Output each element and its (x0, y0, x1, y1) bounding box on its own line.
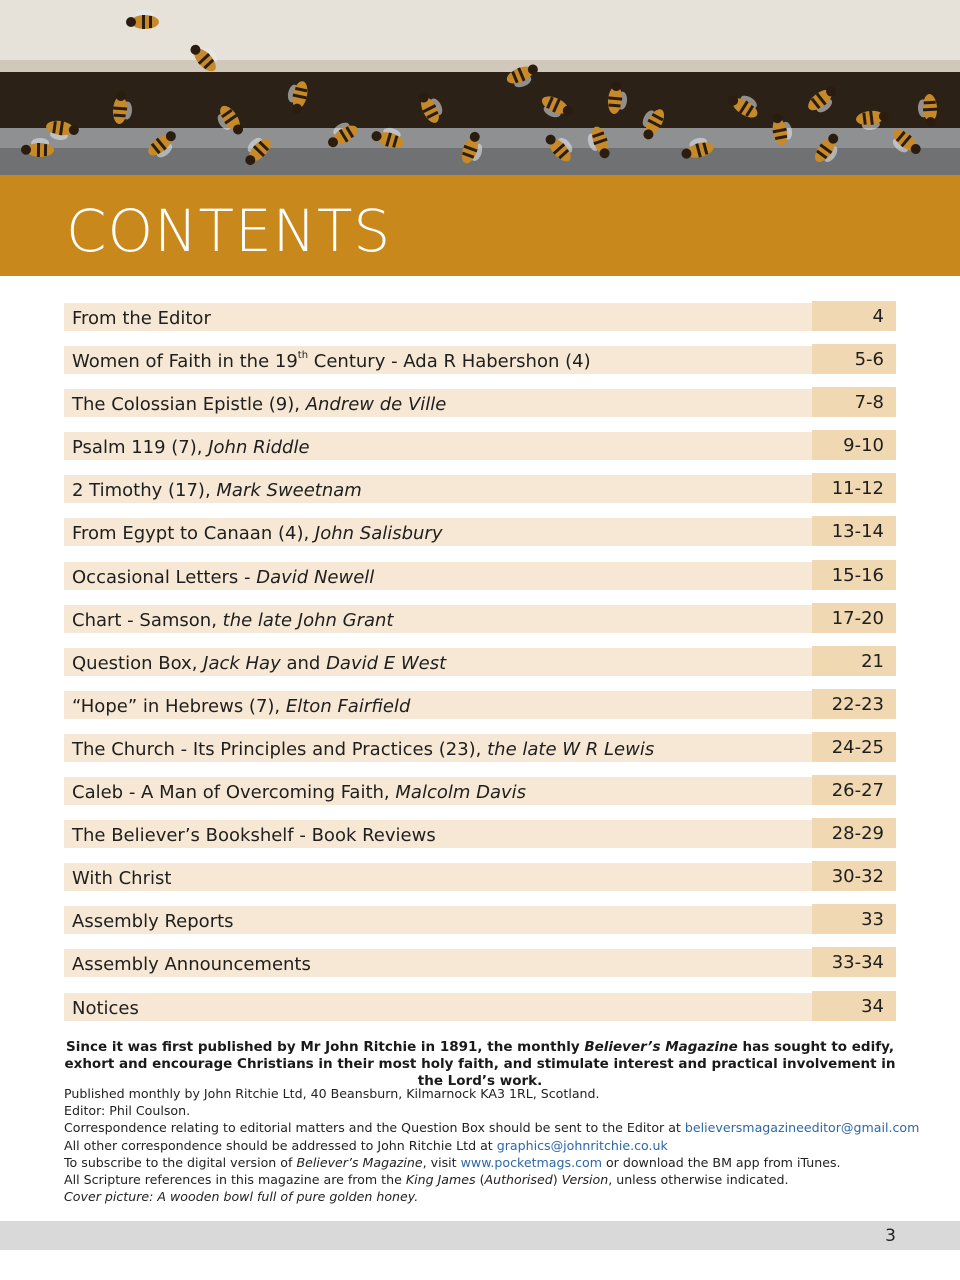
toc-row[interactable] (64, 861, 896, 891)
toc-page-number: 22-23 (812, 689, 896, 719)
scripture-line: All Scripture references in this magazine are from the King James (Authorised) Version, unless otherwise indicated. (64, 1172, 789, 1188)
toc-row[interactable] (64, 818, 896, 848)
toc-row[interactable] (64, 947, 896, 977)
toc-author: Malcolm Davis (395, 782, 527, 804)
correspondence-line: Correspondence relating to editorial matters and the Question Box should be sent to the Editor at believersmagazineeditor@gmail.com (64, 1120, 920, 1136)
toc-page-number: 5-6 (812, 344, 896, 374)
toc-page-number: 30-32 (812, 861, 896, 891)
toc-row[interactable] (64, 516, 896, 546)
toc-author: David Newell (256, 566, 375, 588)
toc-page-number: 13-14 (812, 516, 896, 546)
toc-page-number: 9-10 (812, 430, 896, 460)
contents-banner (0, 175, 960, 276)
toc-title: Psalm 119 (7), John Riddle (64, 432, 812, 460)
toc-row[interactable] (64, 732, 896, 762)
toc-title: Women of Faith in the 19th Century - Ada R Habershon (4) (64, 346, 812, 374)
toc-title: The Church - Its Principles and Practices (23), the late W R Lewis (64, 734, 812, 762)
toc-row[interactable] (64, 301, 896, 331)
toc-row[interactable] (64, 430, 896, 460)
other-correspondence-line: All other correspondence should be addressed to John Ritchie Ltd at graphics@johnritchie.co.uk (64, 1137, 668, 1153)
publication-info (64, 1085, 944, 1205)
toc-title: The Colossian Epistle (9), Andrew de Ville (64, 389, 812, 417)
toc-page-number: 34 (812, 991, 896, 1021)
toc-title: With Christ (64, 863, 812, 891)
page-footer (0, 1221, 960, 1250)
toc-title: Assembly Reports (64, 906, 812, 934)
toc-title: The Believer’s Bookshelf - Book Reviews (64, 820, 812, 848)
toc-title: “Hope” in Hebrews (7), Elton Fairfield (64, 691, 812, 719)
toc-title: Assembly Announcements (64, 949, 812, 977)
toc-page-number: 28-29 (812, 818, 896, 848)
toc-row[interactable] (64, 344, 896, 374)
toc-page-number: 17-20 (812, 603, 896, 633)
toc-title: Notices (64, 993, 812, 1021)
toc-author: the late W R Lewis (487, 738, 655, 760)
toc-title: Question Box, Jack Hay and David E West (64, 648, 812, 676)
subscribe-line: To subscribe to the digital version of Believer’s Magazine, visit www.pocketmags.com or download the BM app from iTunes. (64, 1154, 841, 1170)
toc-title: 2 Timothy (17), Mark Sweetnam (64, 475, 812, 503)
published-line: Published monthly by John Ritchie Ltd, 40 Beansburn, Kilmarnock KA3 1RL, Scotland. (64, 1086, 600, 1101)
toc-page-number: 7-8 (812, 387, 896, 417)
toc-title: Occasional Letters - David Newell (64, 562, 812, 590)
toc-row[interactable] (64, 904, 896, 934)
toc-row[interactable] (64, 387, 896, 417)
toc-page-number: 26-27 (812, 775, 896, 805)
toc-author: John Salisbury (314, 523, 443, 545)
toc-row[interactable] (64, 603, 896, 633)
toc-row[interactable] (64, 473, 896, 503)
pocketmags-link[interactable]: www.pocketmags.com (460, 1154, 602, 1170)
toc-author: Mark Sweetnam (216, 480, 362, 502)
toc-author: the late John Grant (222, 609, 394, 631)
toc-page-number: 24-25 (812, 732, 896, 762)
toc-row[interactable] (64, 689, 896, 719)
intro-magazine-name: Believer’s Magazine (584, 1039, 738, 1055)
toc-page-number: 11-12 (812, 473, 896, 503)
toc-page-number: 21 (812, 646, 896, 676)
toc-row[interactable] (64, 991, 896, 1021)
toc-title: From the Editor (64, 303, 812, 331)
toc-author: Andrew de Ville (305, 394, 447, 416)
bee-hive-photo (0, 0, 960, 175)
toc-row[interactable] (64, 560, 896, 590)
magazine-intro (64, 1039, 896, 1090)
graphics-email-link[interactable]: graphics@johnritchie.co.uk (496, 1137, 668, 1153)
page-number: 3 (885, 1226, 896, 1246)
table-of-contents (64, 301, 896, 1034)
toc-page-number: 4 (812, 301, 896, 331)
intro-text-1: Since it was first published by Mr John Ritchie in 1891, the monthly (66, 1039, 585, 1055)
toc-author: John Riddle (208, 437, 310, 459)
page-title: CONTENTS (66, 197, 392, 265)
toc-author: David E West (326, 652, 447, 674)
toc-page-number: 33-34 (812, 947, 896, 977)
toc-title: Caleb - A Man of Overcoming Faith, Malcolm Davis (64, 777, 812, 805)
toc-title: Chart - Samson, the late John Grant (64, 605, 812, 633)
bees-illustration (0, 0, 960, 175)
toc-page-number: 15-16 (812, 560, 896, 590)
cover-picture-line: Cover picture: A wooden bowl full of pure golden honey. (64, 1189, 419, 1205)
toc-page-number: 33 (812, 904, 896, 934)
toc-title: From Egypt to Canaan (4), John Salisbury (64, 518, 812, 546)
toc-author: Jack Hay (203, 652, 281, 674)
toc-row[interactable] (64, 646, 896, 676)
intro-text-2: has sought to edify, exhort and encourage Christians in their most holy faith, and stimulate interest and practical involvement in the Lord’s work. (64, 1039, 896, 1089)
editor-line: Editor: Phil Coulson. (64, 1103, 191, 1119)
toc-row[interactable] (64, 775, 896, 805)
editor-email-link[interactable]: believersmagazineeditor@gmail.com (684, 1120, 920, 1136)
toc-author: Elton Fairfield (285, 695, 411, 717)
